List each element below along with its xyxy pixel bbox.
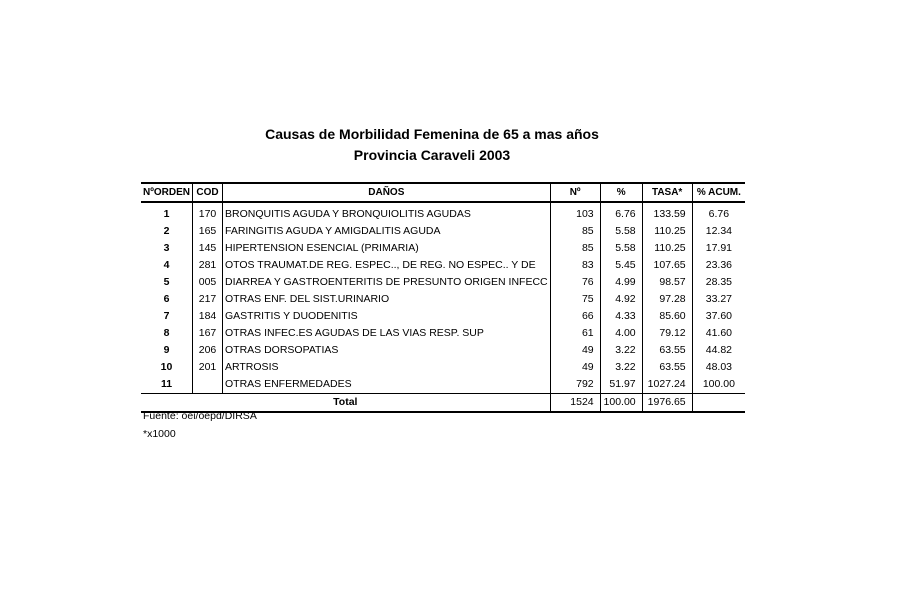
cell-pct: 3.22 <box>600 359 642 376</box>
cell-pct: 4.92 <box>600 291 642 308</box>
cell-n: 85 <box>550 223 600 240</box>
footnote: *x1000 <box>143 428 176 440</box>
cell-n: 792 <box>550 376 600 394</box>
table-row <box>141 202 745 223</box>
cell-pct: 4.99 <box>600 274 642 291</box>
cell-n: 103 <box>550 202 600 223</box>
cell-cod: 184 <box>193 308 223 325</box>
cell-danos: DIARREA Y GASTROENTERITIS DE PRESUNTO ORIGEN INFECC <box>223 274 551 291</box>
cell-n: 61 <box>550 325 600 342</box>
cell-acum: 28.35 <box>692 274 745 291</box>
cell-n: 85 <box>550 240 600 257</box>
col-header-danos: DAÑOS <box>223 183 551 202</box>
table-row <box>141 342 745 359</box>
cell-tasa: 98.57 <box>642 274 692 291</box>
cell-danos: BRONQUITIS AGUDA Y BRONQUIOLITIS AGUDAS <box>223 202 551 223</box>
table-row <box>141 291 745 308</box>
cell-orden: 6 <box>163 293 170 305</box>
cell-tasa: 107.65 <box>642 257 692 274</box>
total-acum <box>692 394 745 413</box>
cell-tasa: 97.28 <box>642 291 692 308</box>
col-header-orden: NºORDEN <box>143 187 190 198</box>
cell-n: 66 <box>550 308 600 325</box>
cell-n: 49 <box>550 359 600 376</box>
cell-danos: OTRAS ENFERMEDADES <box>223 376 551 394</box>
cell-tasa: 133.59 <box>642 202 692 223</box>
table-row <box>141 257 745 274</box>
cell-acum: 48.03 <box>692 359 745 376</box>
cell-cod: 201 <box>193 359 223 376</box>
table-row <box>141 274 745 291</box>
table-row <box>141 223 745 240</box>
cell-n: 76 <box>550 274 600 291</box>
col-header-tasa: TASA* <box>642 183 692 202</box>
total-n: 1524 <box>550 394 600 413</box>
cell-danos: OTRAS DORSOPATIAS <box>223 342 551 359</box>
cell-orden: 9 <box>163 344 170 356</box>
cell-cod: 170 <box>193 202 223 223</box>
cell-acum: 17.91 <box>692 240 745 257</box>
cell-cod <box>193 376 223 394</box>
cell-orden: 5 <box>163 276 170 288</box>
cell-cod: 281 <box>193 257 223 274</box>
cell-tasa: 85.60 <box>642 308 692 325</box>
col-header-pct: % <box>600 183 642 202</box>
cell-danos: GASTRITIS Y DUODENITIS <box>223 308 551 325</box>
cell-orden: 4 <box>163 259 170 271</box>
header-row <box>141 183 745 202</box>
cell-pct: 5.58 <box>600 223 642 240</box>
total-pct: 100.00 <box>600 394 642 413</box>
cell-pct: 6.76 <box>600 202 642 223</box>
cell-tasa: 1027.24 <box>642 376 692 394</box>
cell-tasa: 63.55 <box>642 342 692 359</box>
cell-acum: 100.00 <box>692 376 745 394</box>
col-header-cod: COD <box>193 183 223 202</box>
cell-danos: HIPERTENSION ESENCIAL (PRIMARIA) <box>223 240 551 257</box>
cell-tasa: 110.25 <box>642 240 692 257</box>
table-subtitle: Provincia Caraveli 2003 <box>353 147 511 163</box>
cell-orden: 11 <box>141 376 193 394</box>
cell-acum: 44.82 <box>692 342 745 359</box>
table-title: Causas de Morbilidad Femenina de 65 a mas años <box>265 126 599 142</box>
col-header-n: Nº <box>550 183 600 202</box>
cell-tasa: 79.12 <box>642 325 692 342</box>
morbidity-table <box>141 182 745 413</box>
cell-acum: 6.76 <box>692 202 745 223</box>
source-note: Fuente: oei/oepd/DIRSA <box>143 410 257 422</box>
cell-acum: 41.60 <box>692 325 745 342</box>
table-row <box>141 325 745 342</box>
table-row <box>141 240 745 257</box>
cell-tasa: 110.25 <box>642 223 692 240</box>
cell-danos: ARTROSIS <box>223 359 551 376</box>
cell-pct: 51.97 <box>600 376 642 394</box>
total-tasa: 1976.65 <box>642 394 692 413</box>
cell-cod: 217 <box>193 291 223 308</box>
table-row <box>141 308 745 325</box>
cell-orden: 7 <box>163 310 170 322</box>
cell-n: 75 <box>550 291 600 308</box>
cell-acum: 33.27 <box>692 291 745 308</box>
cell-pct: 4.00 <box>600 325 642 342</box>
table-row <box>141 359 745 376</box>
col-header-acum: % ACUM. <box>692 183 745 202</box>
cell-orden: 3 <box>163 242 170 254</box>
cell-danos: OTRAS INFEC.ES AGUDAS DE LAS VIAS RESP. SUP <box>223 325 551 342</box>
cell-orden: 10 <box>160 361 173 373</box>
cell-danos: OTOS TRAUMAT.DE REG. ESPEC.., DE REG. NO ESPEC.. Y DE <box>223 257 551 274</box>
total-label: Total <box>333 396 358 408</box>
cell-orden: 1 <box>163 208 170 220</box>
cell-cod: 165 <box>193 223 223 240</box>
cell-danos: OTRAS ENF. DEL SIST.URINARIO <box>223 291 551 308</box>
cell-orden: 8 <box>163 327 170 339</box>
cell-tasa: 63.55 <box>642 359 692 376</box>
cell-n: 83 <box>550 257 600 274</box>
cell-cod: 145 <box>193 240 223 257</box>
cell-cod: 167 <box>193 325 223 342</box>
cell-pct: 4.33 <box>600 308 642 325</box>
cell-n: 49 <box>550 342 600 359</box>
cell-pct: 3.22 <box>600 342 642 359</box>
cell-pct: 5.58 <box>600 240 642 257</box>
cell-acum: 23.36 <box>692 257 745 274</box>
cell-pct: 5.45 <box>600 257 642 274</box>
cell-acum: 12.34 <box>692 223 745 240</box>
cell-cod: 005 <box>193 274 223 291</box>
table-row <box>141 376 745 394</box>
cell-danos: FARINGITIS AGUDA Y AMIGDALITIS AGUDA <box>223 223 551 240</box>
cell-cod: 206 <box>193 342 223 359</box>
cell-acum: 37.60 <box>692 308 745 325</box>
cell-orden: 2 <box>163 225 170 237</box>
